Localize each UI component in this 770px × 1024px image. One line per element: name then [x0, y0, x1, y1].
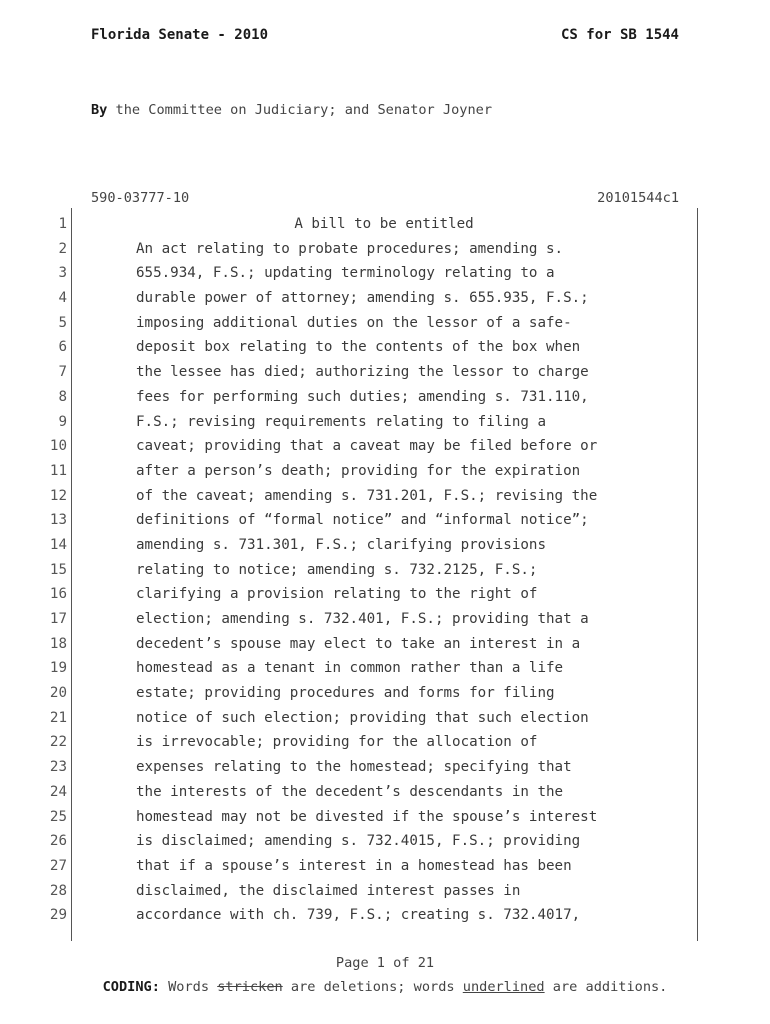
line-number: 6 — [58, 339, 67, 356]
line-number: 15 — [49, 561, 67, 578]
line-text: of the caveat; amending s. 731.201, F.S.; revising the — [136, 487, 598, 504]
line-number: 29 — [49, 907, 67, 924]
line-number: 21 — [49, 709, 67, 726]
bill-line — [0, 533, 770, 558]
line-text: is irrevocable; providing for the allocation of — [136, 734, 538, 751]
line-text: fees for performing such duties; amending s. 731.110, — [136, 388, 589, 405]
header-bill-number: CS for SB 1544 — [560, 27, 679, 43]
coding-underlined-sample: underlined — [462, 979, 545, 995]
line-text: imposing additional duties on the lessor of a safe- — [136, 314, 572, 331]
line-text: clarifying a provision relating to the right of — [136, 586, 538, 603]
coding-additions: are additions. — [544, 979, 668, 995]
line-number: 8 — [58, 388, 67, 405]
bill-line — [0, 780, 770, 805]
bill-line — [0, 508, 770, 533]
bill-line — [0, 854, 770, 879]
line-text: F.S.; revising requirements relating to filing a — [136, 413, 546, 430]
line-number: 20 — [49, 685, 67, 702]
bill-line — [0, 681, 770, 706]
bill-title-line: A bill to be entitled — [294, 216, 474, 232]
line-text: durable power of attorney; amending s. 655.935, F.S.; — [136, 290, 589, 307]
line-number: 22 — [49, 734, 67, 751]
line-text: decedent’s spouse may elect to take an interest in a — [136, 635, 581, 652]
line-text: disclaimed, the disclaimed interest passes in — [136, 882, 521, 899]
bill-line — [0, 879, 770, 904]
bill-line — [0, 656, 770, 681]
bill-line — [0, 385, 770, 410]
coding-deletions: are deletions; words — [282, 979, 463, 995]
line-text: estate; providing procedures and forms for filing — [136, 685, 555, 702]
line-text: accordance with ch. 739, F.S.; creating s. 732.4017, — [136, 907, 581, 924]
line-number: 12 — [49, 487, 67, 504]
line-text: that if a spouse’s interest in a homestead has been — [136, 857, 572, 874]
line-number: 27 — [49, 857, 67, 874]
line-number: 18 — [49, 635, 67, 652]
line-number: 28 — [49, 882, 67, 899]
bill-line — [0, 484, 770, 509]
line-number: 25 — [49, 808, 67, 825]
bill-line — [0, 335, 770, 360]
bill-line — [0, 829, 770, 854]
bill-version-id: 20101544c1 — [597, 190, 679, 206]
line-number: 4 — [58, 290, 67, 307]
byline — [91, 102, 492, 118]
line-text: expenses relating to the homestead; specifying that — [136, 759, 572, 776]
bill-line — [0, 805, 770, 830]
line-text: election; amending s. 732.401, F.S.; providing that a — [136, 611, 589, 627]
bill-line — [0, 607, 770, 632]
bill-line — [0, 212, 770, 237]
line-text: homestead may not be divested if the spouse’s interest — [136, 808, 598, 825]
bill-line — [0, 755, 770, 780]
bill-text-body — [0, 212, 770, 928]
byline-by: By — [91, 102, 108, 118]
bill-line — [0, 459, 770, 484]
page-indicator: Page 1 of 21 — [335, 955, 435, 971]
coding-label: CODING: — [102, 979, 160, 995]
byline-sponsors: the Committee on Judiciary; and Senator Joyner — [107, 102, 493, 118]
bill-line — [0, 582, 770, 607]
line-number: 10 — [49, 438, 67, 455]
line-text: after a person’s death; providing for the expiration — [136, 462, 581, 479]
coding-stricken-sample: stricken — [217, 979, 283, 995]
line-number: 3 — [58, 265, 67, 282]
bill-line — [0, 261, 770, 286]
line-text: 655.934, F.S.; updating terminology relating to a — [136, 265, 555, 282]
bill-line — [0, 558, 770, 583]
bill-line — [0, 237, 770, 262]
line-text: deposit box relating to the contents of the box when — [136, 339, 581, 356]
line-number: 5 — [58, 314, 67, 331]
line-number: 1 — [58, 216, 67, 232]
line-text: caveat; providing that a caveat may be filed before or — [136, 438, 598, 455]
bill-line — [0, 360, 770, 385]
line-number: 13 — [49, 512, 67, 529]
line-text: notice of such election; providing that such election — [136, 709, 589, 726]
line-text: amending s. 731.301, F.S.; clarifying provisions — [136, 536, 546, 553]
bill-line — [0, 434, 770, 459]
line-number: 24 — [49, 783, 67, 800]
bill-line — [0, 632, 770, 657]
line-text: is disclaimed; amending s. 732.4015, F.S.; providing — [136, 833, 581, 850]
line-text: the lessee has died; authorizing the lessor to charge — [136, 364, 589, 381]
bill-line — [0, 730, 770, 755]
bill-line — [0, 706, 770, 731]
line-number: 2 — [58, 240, 67, 257]
line-text: An act relating to probate procedures; amending s. — [136, 240, 564, 257]
draft-id: 590-03777-10 — [91, 190, 190, 206]
line-number: 19 — [49, 660, 67, 677]
line-number: 11 — [49, 462, 67, 479]
line-number: 26 — [49, 833, 67, 850]
bill-line — [0, 311, 770, 336]
line-text: relating to notice; amending s. 732.2125, F.S.; — [136, 561, 538, 578]
line-number: 23 — [49, 759, 67, 776]
line-number: 9 — [58, 413, 67, 430]
line-text: the interests of the decedent’s descendants in the — [136, 783, 564, 800]
coding-words: Words — [159, 979, 218, 995]
line-number: 16 — [49, 586, 67, 603]
bill-line — [0, 286, 770, 311]
line-number: 17 — [49, 611, 67, 627]
line-text: definitions of “formal notice” and “informal notice”; — [136, 512, 589, 529]
coding-legend — [0, 979, 770, 995]
line-number: 14 — [49, 536, 67, 553]
line-text: homestead as a tenant in common rather than a life — [136, 660, 564, 677]
bill-line — [0, 903, 770, 928]
line-number: 7 — [58, 364, 67, 381]
header-chamber-year: Florida Senate - 2010 — [91, 27, 269, 43]
bill-line — [0, 410, 770, 435]
